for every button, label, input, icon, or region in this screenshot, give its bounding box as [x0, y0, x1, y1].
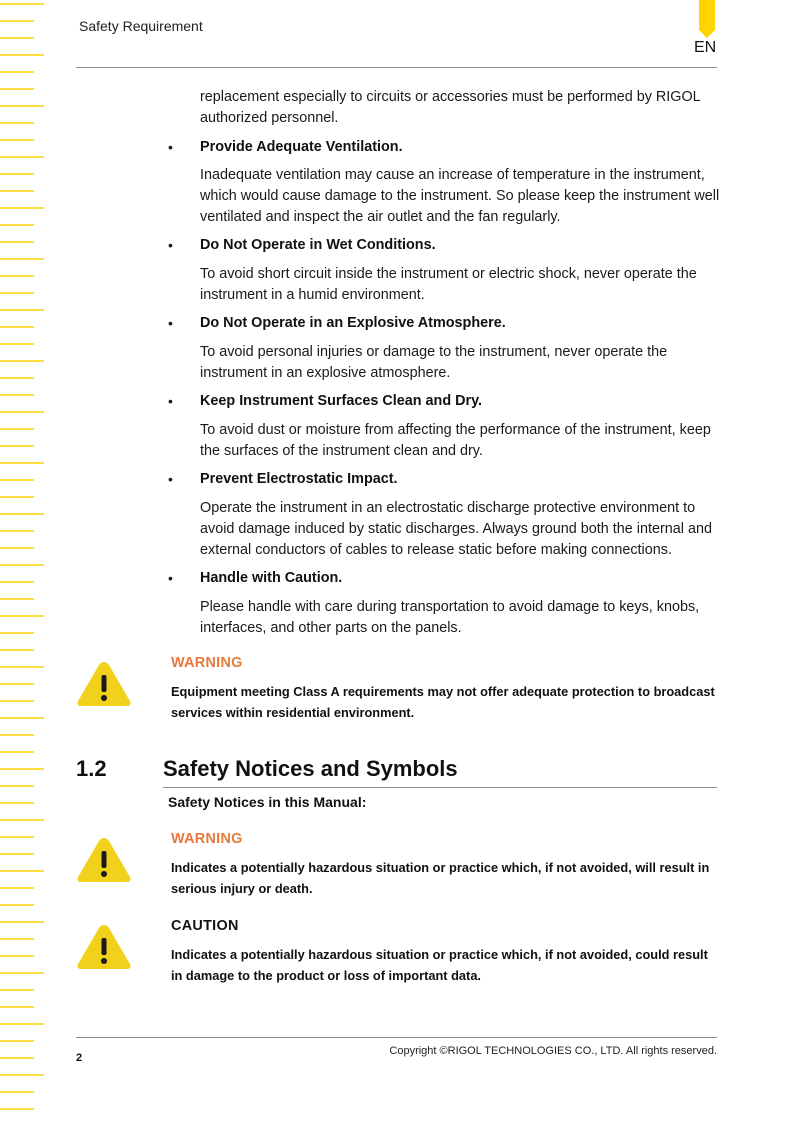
language-tab-marker: [699, 0, 715, 38]
caution-notice-text: Indicates a potentially hazardous situation or practice which, if not avoided, could result in damage to the product or loss of important data.: [171, 947, 708, 983]
bullet-title-ventilation: Provide Adequate Ventilation.: [200, 139, 403, 155]
footer-divider: [76, 1037, 717, 1038]
copyright-notice: Copyright ©RIGOL TECHNOLOGIES CO., LTD. All rights reserved.: [389, 1045, 717, 1057]
caution-triangle-icon: [76, 922, 132, 972]
bullet-dot: •: [168, 570, 173, 586]
running-header-title: Safety Requirement: [79, 18, 203, 34]
bullet-body-wet-conditions: To avoid short circuit inside the instrument or electric shock, never operate the instrument in a humid environment.: [200, 266, 697, 303]
bullet-body-ventilation: Inadequate ventilation may cause an increase of temperature in the instrument, which would cause damage to the instrument. So please keep the instrument well ventilated and inspect the air outlet and the fan regularly.: [200, 167, 720, 225]
bullet-body-clean-dry: To avoid dust or moisture from affecting the performance of the instrument, keep the surfaces of the instrument clean and dry.: [200, 422, 711, 459]
section-divider: [163, 787, 717, 788]
bullet-dot: •: [168, 237, 173, 253]
bullet-title-clean-dry: Keep Instrument Surfaces Clean and Dry.: [200, 393, 483, 409]
class-a-warning-label: WARNING: [171, 655, 243, 671]
warning-notice-label: WARNING: [171, 831, 243, 847]
page-number: 2: [76, 1052, 83, 1064]
header-divider: [76, 67, 717, 68]
language-code: EN: [694, 39, 717, 56]
bullet-dot: •: [168, 315, 173, 331]
bullet-dot: •: [168, 393, 173, 409]
warning-triangle-icon: [76, 659, 132, 709]
bullet-title-explosive-atmosphere: Do Not Operate in an Explosive Atmosphere.: [200, 315, 506, 331]
page-edge-ruler: [0, 0, 48, 1122]
warning-notice-text: Indicates a potentially hazardous situation or practice which, if not avoided, will result in serious injury or death.: [171, 860, 710, 896]
class-a-warning-text: Equipment meeting Class A requirements may not offer adequate protection to broadcast services within residential environment.: [171, 684, 715, 720]
bullet-dot: •: [168, 139, 173, 155]
bullet-body-explosive-atmosphere: To avoid personal injuries or damage to the instrument, never operate the instrument in an explosive atmosphere.: [200, 344, 668, 381]
bullet-body-handle-caution: Please handle with care during transportation to avoid damage to keys, knobs, interfaces, and other parts on the panels.: [200, 599, 700, 636]
section-number: 1.2: [76, 756, 107, 781]
bullet-title-handle-caution: Handle with Caution.: [200, 570, 343, 586]
intro-paragraph: replacement especially to circuits or accessories must be performed by RIGOL authorized personnel.: [200, 89, 701, 126]
caution-notice-label: CAUTION: [171, 918, 239, 934]
bullet-body-electrostatic: Operate the instrument in an electrostatic discharge protective environment to avoid damage induced by static discharges. Always ground both the internal and external conductors of cables to release static before making connections.: [200, 500, 712, 558]
warning-triangle-icon: [76, 835, 132, 885]
bullet-title-electrostatic: Prevent Electrostatic Impact.: [200, 471, 398, 487]
bullet-title-wet-conditions: Do Not Operate in Wet Conditions.: [200, 237, 436, 253]
subsection-heading: Safety Notices in this Manual:: [168, 794, 367, 810]
bullet-dot: •: [168, 471, 173, 487]
section-title: Safety Notices and Symbols: [163, 756, 458, 781]
